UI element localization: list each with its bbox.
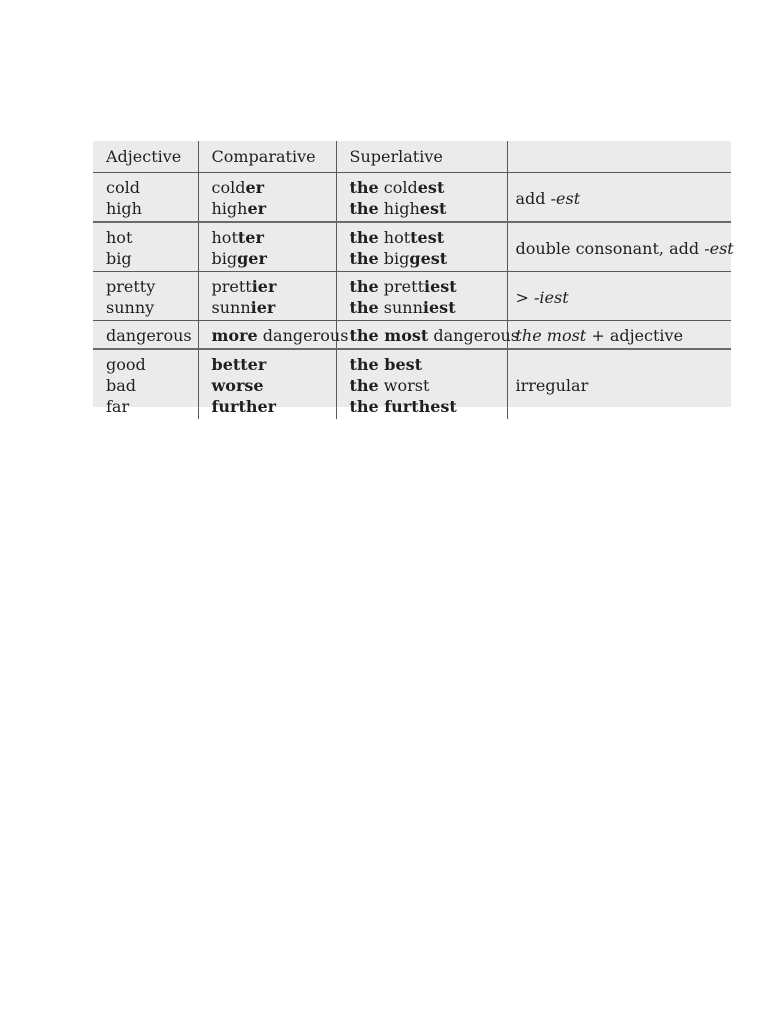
superlative-form: the highest <box>349 199 447 218</box>
comparative-form: further <box>211 397 277 416</box>
cell-superlative <box>336 321 519 350</box>
table-header-row <box>93 141 731 173</box>
adjective-word: hot <box>106 228 133 247</box>
comparative-form: higher <box>211 199 267 218</box>
cell-superlative <box>336 272 507 321</box>
table-row <box>93 272 731 321</box>
cell-rule: add -est <box>515 188 581 208</box>
table-row <box>93 349 731 419</box>
cell-adjective <box>93 272 198 321</box>
comparative-form: hotter <box>211 228 264 247</box>
cell-comparative <box>198 173 336 223</box>
comparatives-table-figure <box>93 141 734 416</box>
cell-adjective <box>93 321 198 350</box>
cell-comparative <box>198 222 336 272</box>
cell-rule: > -iest <box>515 287 569 307</box>
superlative-form: the sunniest <box>349 298 456 317</box>
cell-rule: irregular <box>515 376 589 395</box>
comparative-form: prettier <box>211 277 277 296</box>
table-row <box>93 321 731 350</box>
cell-comparative <box>198 272 336 321</box>
comparative-form: worse <box>211 376 264 395</box>
superlative-form: the best <box>349 355 423 374</box>
cell-comparative <box>198 349 336 419</box>
cell-superlative <box>336 349 507 419</box>
superlative-form: the prettiest <box>349 277 457 296</box>
superlative-form: the worst <box>349 376 430 395</box>
cell-adjective <box>93 349 198 419</box>
adjective-word: bad <box>106 376 137 395</box>
cell-superlative <box>336 173 507 223</box>
adjective-word: big <box>106 249 132 268</box>
table-row <box>93 173 731 223</box>
comparatives-table <box>93 141 734 419</box>
adjective-word: dangerous <box>106 326 192 345</box>
adjective-word: pretty <box>106 277 156 296</box>
comparative-form: better <box>211 355 267 374</box>
adjective-word: high <box>106 199 142 218</box>
cell-adjective <box>93 173 198 223</box>
comparative-form: colder <box>211 178 265 197</box>
comparative-form: more dangerous <box>211 326 349 345</box>
header-notes <box>507 141 731 173</box>
header-adjective: Adjective <box>93 141 198 173</box>
comparative-form: sunnier <box>211 298 276 317</box>
adjective-word: cold <box>106 178 140 197</box>
cell-adjective <box>93 222 198 272</box>
cell-comparative <box>198 321 349 350</box>
superlative-form: the furthest <box>349 397 457 416</box>
superlative-form: the coldest <box>349 178 445 197</box>
table-row <box>93 222 731 272</box>
cell-rule: double consonant, add -est <box>515 238 734 258</box>
superlative-form: the biggest <box>349 249 448 268</box>
adjective-word: far <box>106 397 130 416</box>
adjective-word: good <box>106 355 146 374</box>
comparative-form: bigger <box>211 249 267 268</box>
header-comparative: Comparative <box>198 141 336 173</box>
adjective-word: sunny <box>106 298 155 317</box>
superlative-form: the hottest <box>349 228 445 247</box>
superlative-form: the most dangerous <box>349 326 519 345</box>
cell-rule: the most + adjective <box>515 326 684 345</box>
cell-superlative <box>336 222 507 272</box>
header-superlative: Superlative <box>336 141 507 173</box>
